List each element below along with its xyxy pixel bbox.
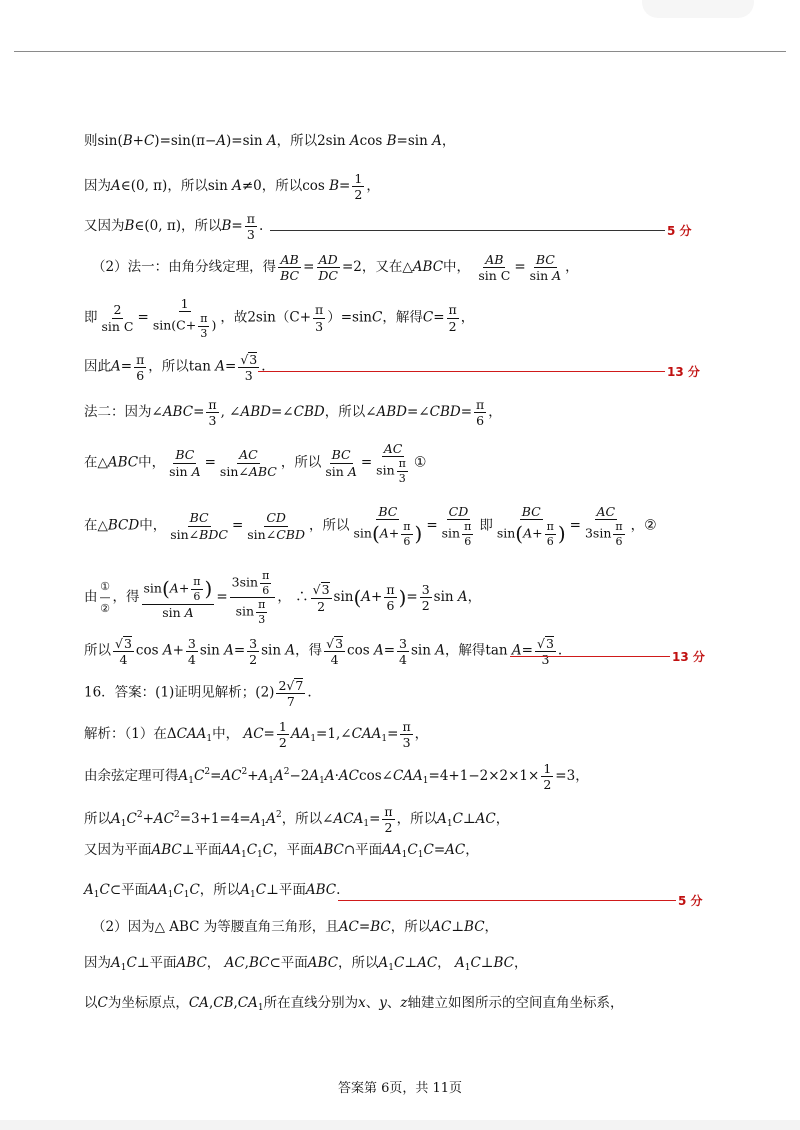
t-plane-inter: ，平面 (273, 842, 314, 858)
t-method1: （2）法一：由角分线定理，得 (92, 259, 277, 276)
score-mark-5-a (270, 222, 692, 239)
t-so-perp: ，所以 (199, 882, 241, 898)
line-pythag: 所以$A_1C^2+AC^2=3+1=4=A_1A^2$，所以$\angle ACA_1=$ $\frac{\pi}{2}$ ，所以$A_1C\perp AC$， (84, 804, 510, 836)
t-intersect: 平面 (355, 842, 383, 858)
line-B-value: 又因为B∈(0, π)，所以B= $\frac{\pi}{3}$ . (84, 211, 264, 243)
t-so-start2: 所以 (84, 811, 111, 828)
score-label: 13 分 (667, 365, 700, 379)
line-sinC: 即 $\frac{2}{\text{sin C}}$ = 1 sin(C+ $\frac{\pi}{3}$ ) ，故2sin（C+ $\frac{\pi}{3}$ ）=sinC，解得C= $\frac{\pi}{2}$ ， (84, 296, 475, 340)
t-again: ，又在 (361, 259, 403, 276)
t-therefore: 因此 (84, 358, 111, 375)
t-then: 则 (84, 133, 98, 149)
t-because2: 因为 (84, 955, 111, 971)
t-coslaw: 由余弦定理可得 (84, 768, 179, 785)
score-label: 5 分 (678, 894, 703, 908)
line-law-sines-abc: 在△ABC中， $\frac{BC}{\text{sin A}}$ = $\frac{AC}{\text{sin∠ABC}}$ ，所以 $\frac{BC}{\text{sin A}}$ = AC sin $\frac{\pi}{3}$ ① (84, 441, 427, 485)
line-isosceles: （2）因为△ ABC 为等腰直角三角形，且AC=BC，所以AC⊥BC， (92, 919, 499, 935)
t-because: 因为 (84, 178, 111, 195)
t-solve: ，解得 (382, 309, 423, 326)
t-plane-perp: 又因为平面 (84, 842, 152, 858)
line-method1: （2）法一：由角分线定理，得 $\frac{AB}{BC}$ = $\frac{AD}{DC}$ =2，又在△ABC中， $\frac{AB}{\text{sin C}}$ = $\frac{BC}{\text{sin A}}$ ， (92, 252, 579, 284)
line-tanA-2: 所以 $\frac{√3}{4}$ cos A+ $\frac{3}{4}$ sin A= $\frac{3}{2}$ sin A，得 $\frac{√3}{4}$ cos A= $\frac{3}{4}$ sin A，解得tan A= $\frac{√3}{3}$ . (84, 635, 563, 668)
t-sub-plane: 平面 (121, 882, 149, 898)
t-hence: ，故 (220, 309, 248, 326)
t-comma-so: ，所以 (338, 955, 379, 971)
t-so: ，所以 (276, 133, 318, 149)
score-rule (270, 230, 665, 231)
line-perp-abc: 因为$A_1C\perp$平面ABC， AC,BC⊂平面ABC，所以$A_1C\perp AC$， $A_1C\perp BC$， (84, 955, 528, 973)
t-so-start: 所以 (84, 642, 111, 659)
t-in-abc: 在 (84, 454, 98, 471)
bottom-strip (0, 1120, 800, 1130)
score-mark-13-a (258, 363, 700, 380)
t-so2: ，所以 (167, 178, 208, 195)
t-jiexi: 解析：（1）在 (84, 726, 167, 743)
page-footer: 答案第 6页，共 11页 (337, 1081, 463, 1096)
t-q2: （2）因为△ ABC 为等腰直角三角形，且 (92, 919, 339, 935)
t-method2: 法二：因为 (84, 404, 152, 421)
t-perp-plane2: 平面 (278, 882, 306, 898)
line-q16-triangle: 解析：（1）在$\Delta CAA_1$中， AC= $\frac{1}{2}$ $AA_1=1,\angle CAA_1=$ $\frac{\pi}{3}$ ， (84, 719, 429, 751)
t-with-c: 以 (84, 995, 98, 1011)
header-rule (14, 51, 786, 52)
line-perp-conclusion: $A_1C\subset$平面$AA_1C_1C$，所以$A_1C\perp$平面ABC. (84, 882, 341, 900)
line-law-sines-bcd: 在△BCD中， $\frac{BC}{\text{sin∠BDC}}$ = $\frac{CD}{\text{sin∠CBD}}$ ，所以 BC sin(A+ $\frac{\pi}{6}$ ) = CD sin $\frac{\pi}{6}$ 即 BC sin(A+ $\frac{\pi}{6}$ ) = AC 3sin $\frac{\pi}{6}$ ，② (84, 504, 657, 548)
score-rule (338, 900, 676, 901)
t-axes: 所在直线分别为 (263, 995, 359, 1011)
line-coordinate-system: 以C为坐标原点，$CA,CB,CA_1$所在直线分别为x、y、z轴建立如图所示的空间直角坐标系， (84, 995, 624, 1013)
line-method2: 法二：因为∠ABC= $\frac{\pi}{3}$ , ∠ABD=∠CBD，所以∠ABD=∠CBD= $\frac{\pi}{6}$ ， (84, 397, 502, 429)
t-also: 又因为 (84, 218, 125, 235)
page-top-area (0, 0, 800, 52)
t-origin: 为坐标原点， (107, 995, 189, 1011)
line-q16-answer: 16．答案：(1)证明见解析；(2) $\frac{2√7}{7}$ . (84, 678, 312, 710)
t-in-bcd: 在 (84, 517, 98, 534)
line-sin-sum: 则sin(B+C)=sin(π−A)=sin A，所以2sin Acos B=sin A， (84, 133, 456, 149)
score-rule (258, 371, 665, 372)
line-ratio: 由 ① — ② ，得 sin(A+ $\frac{\pi}{6}$ ) sin A = 3sin $\frac{\pi}{6}$ sin $\frac{\pi}{3}$ ， ∴ $\frac{√3}{2}$ sin(A+ $\frac{\pi}{6}$ )= $\frac{3}{2}$ sin A， (84, 569, 482, 626)
t-build: 轴建立如图所示的空间直角坐标系， (407, 995, 624, 1011)
line-plane-perp: 又因为平面ABC⊥平面$AA_1C_1C$，平面ABC∩平面$AA_1C_1C=AC$， (84, 842, 479, 860)
t-in: 中， (443, 259, 471, 276)
t-q16: 16．答案：(1)证明见解析；(2) (84, 684, 275, 701)
score-label: 5 分 (667, 224, 692, 238)
t-namely: 即 (84, 309, 98, 326)
line-tanA-1: 因此A= $\frac{\pi}{6}$ ，所以tan A= $\frac{√3}{3}$ . (84, 351, 266, 384)
t-ji: 即 (479, 517, 493, 534)
top-pill-shape (642, 0, 754, 18)
t-perp-plane: 平面 (194, 842, 222, 858)
score-mark-13-b (510, 648, 705, 665)
t-get: ，得 (112, 589, 140, 606)
t-from: 由 (84, 589, 98, 606)
score-label: 13 分 (672, 650, 705, 664)
line-cosB: 因为A∈(0, π)，所以sin A≠0，所以cos B= $\frac{1}{2}$ ， (84, 171, 380, 203)
score-rule (510, 656, 670, 657)
score-mark-5-b (338, 892, 703, 909)
t-q2-so: ，所以 (390, 919, 432, 935)
line-cosine-law: 由余弦定理可得$A_1C^2=AC^2+A_1A^2-2A_1A\cdot ACcos\angle CAA_1=4+1-2\times 2\times 1\times$ $\frac{1}{2}$ =3， (84, 761, 589, 793)
t-perp-abc: 平面 (149, 955, 177, 971)
